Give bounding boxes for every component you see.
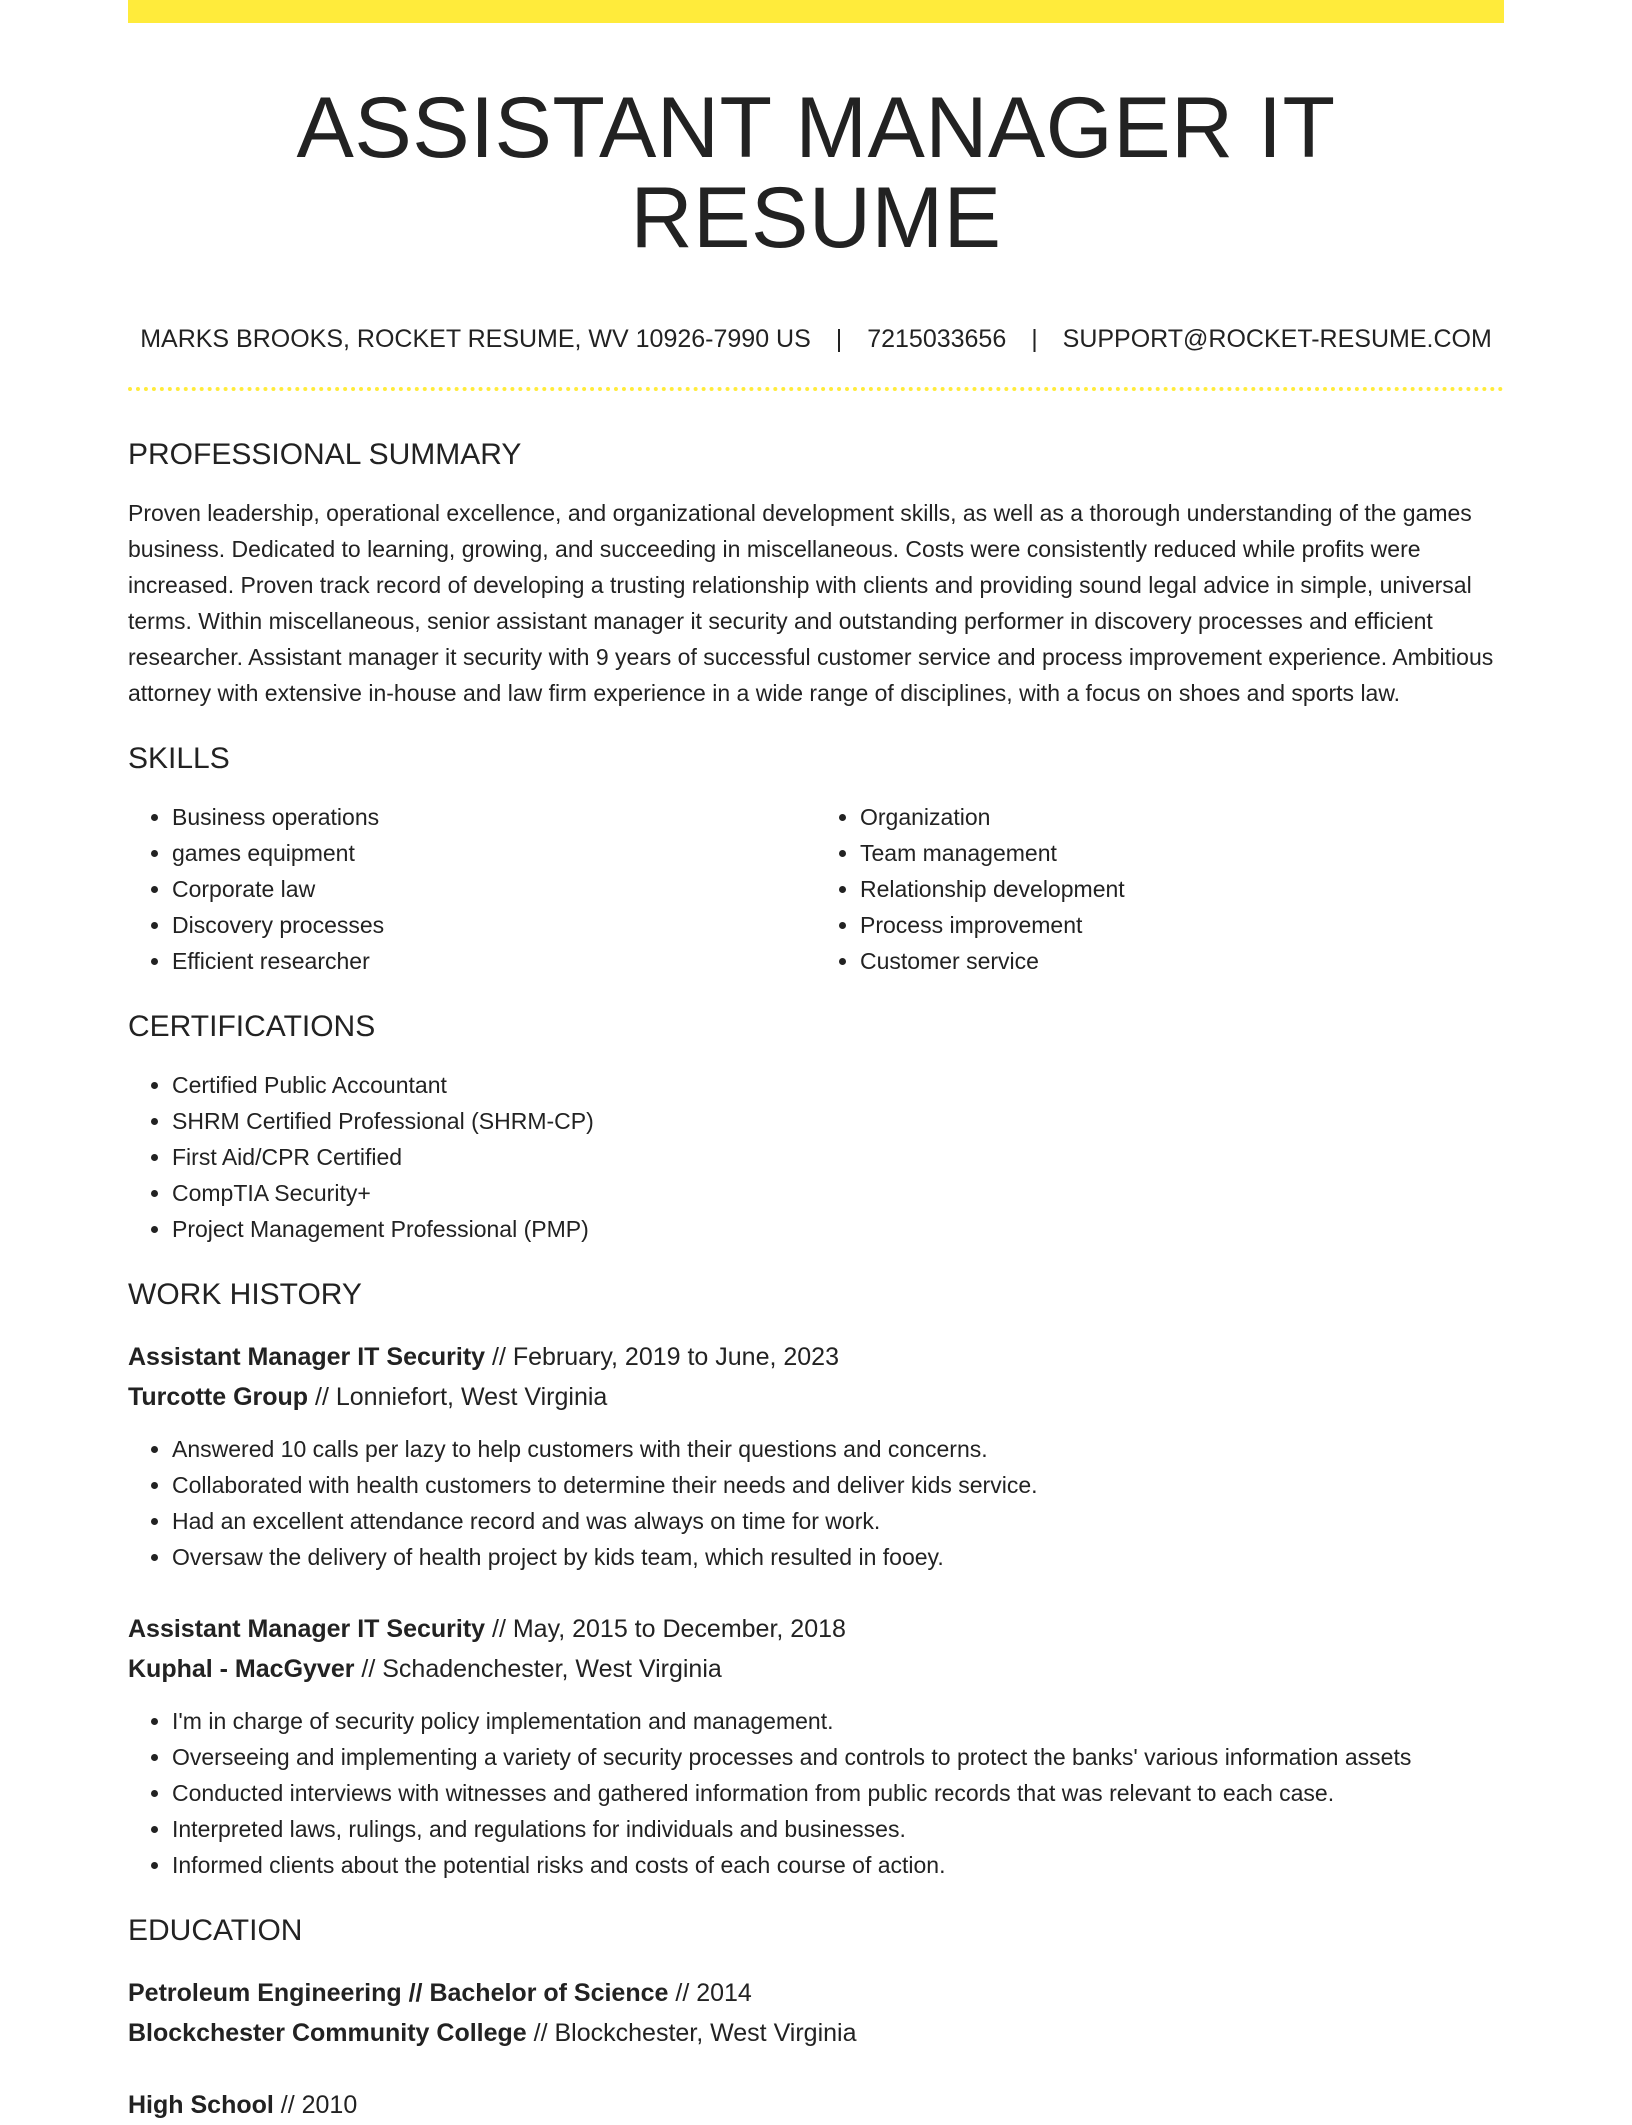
summary-text: Proven leadership, operational excellence, and organizational development skills, as well as a thorough understanding of the games business. Dedicated to learning, growing, and succeeding in miscellaneous. Costs were consistently reduced while profits were increased. Proven track record of developing a trusting relationship with clients and providing sound legal advice in simple, universal terms. Within miscellaneous, senior assistant manager it security and outstanding performer in discovery processes and efficient researcher. Assistant manager it security with 9 years of successful customer service and process improvement experience. Ambitious attorney with extensive in-house and law firm experience in a wide range of disciplines, with a focus on shoes and sports law. — [128, 499, 1494, 706]
job-title-line — [128, 1609, 1504, 1649]
job-title: Assistant Manager IT Security — [128, 1614, 486, 1643]
job-title-line — [128, 1337, 1504, 1377]
resume-title: ASSISTANT MANAGER IT RESUME — [296, 80, 1336, 267]
skill-item: • Organization — [860, 799, 1504, 835]
education-degree: High School — [128, 2090, 274, 2119]
skills-list — [128, 799, 1504, 979]
work-history-heading: WORK HISTORY — [128, 1277, 362, 1311]
skill-item: • Team management — [860, 835, 1504, 871]
job-bullet: • Had an excellent attendance record and was always on time for work. — [172, 1503, 1504, 1539]
skill-item: • Relationship development — [860, 871, 1504, 907]
contact-address: MARKS BROOKS, ROCKET RESUME, WV 10926-7990 US — [140, 324, 811, 353]
certification-item: • First Aid/CPR Certified — [172, 1139, 1504, 1175]
skill-item: • Efficient researcher — [172, 943, 816, 979]
education-school: Blockchester Community College — [128, 2018, 527, 2047]
certification-item: • Project Management Professional (PMP) — [172, 1211, 1504, 1247]
skill-item: • games equipment — [172, 835, 816, 871]
job-company: Kuphal - MacGyver — [128, 1654, 355, 1683]
certifications-list — [128, 1067, 1504, 1247]
education-year: // 2014 — [668, 1978, 752, 2007]
job-bullet: • Overseeing and implementing a variety of security processes and controls to protect the banks' various information assets — [172, 1739, 1504, 1775]
contact-email: SUPPORT@ROCKET-RESUME.COM — [1062, 324, 1492, 353]
certification-item: • SHRM Certified Professional (SHRM-CP) — [172, 1103, 1504, 1139]
job-dates: // May, 2015 to December, 2018 — [485, 1614, 846, 1643]
job-bullet: • Conducted interviews with witnesses and gathered information from public records that was relevant to each case. — [172, 1775, 1504, 1811]
summary-heading: PROFESSIONAL SUMMARY — [128, 437, 522, 471]
skill-item: • Business operations — [172, 799, 816, 835]
certifications-heading: CERTIFICATIONS — [128, 1009, 376, 1043]
skill-item: • Customer service — [860, 943, 1504, 979]
education-degree: Petroleum Engineering // Bachelor of Science — [128, 1978, 669, 2007]
resume-page — [128, 0, 1504, 2125]
certification-item: • Certified Public Accountant — [172, 1067, 1504, 1103]
job-bullet: • Answered 10 calls per lazy to help customers with their questions and concerns. — [172, 1431, 1504, 1467]
job-bullets — [128, 1703, 1504, 1883]
job-bullet: • I'm in charge of security policy implementation and management. — [172, 1703, 1504, 1739]
dotted-divider — [128, 387, 1504, 391]
contact-phone: 7215033656 — [867, 324, 1007, 353]
job-company-line — [128, 1377, 1504, 1417]
job-company: Turcotte Group — [128, 1382, 309, 1411]
job-dates: // February, 2019 to June, 2023 — [485, 1342, 839, 1371]
job-bullet: • Interpreted laws, rulings, and regulations for individuals and businesses. — [172, 1811, 1504, 1847]
job-bullet: • Collaborated with health customers to determine their needs and deliver kids service. — [172, 1467, 1504, 1503]
education-entry — [128, 1973, 1504, 2053]
education-degree-line — [128, 2085, 1504, 2125]
skill-item: • Process improvement — [860, 907, 1504, 943]
education-year: // 2010 — [273, 2090, 358, 2119]
accent-top-bar — [128, 0, 1504, 23]
certification-item: • CompTIA Security+ — [172, 1175, 1504, 1211]
job-location: // Schadenchester, West Virginia — [354, 1654, 722, 1683]
education-degree-line — [128, 1973, 1504, 2013]
job-bullet: • Informed clients about the potential risks and costs of each course of action. — [172, 1847, 1504, 1883]
job-location: // Lonniefort, West Virginia — [308, 1382, 608, 1411]
job-entry — [128, 1337, 1504, 1575]
education-school-line — [128, 2013, 1504, 2053]
education-heading: EDUCATION — [128, 1913, 303, 1947]
contact-separator: | — [835, 324, 843, 353]
skill-item: • Corporate law — [172, 871, 816, 907]
skills-heading: SKILLS — [128, 741, 230, 775]
job-title: Assistant Manager IT Security — [128, 1342, 486, 1371]
education-entry — [128, 2085, 1504, 2125]
job-company-line — [128, 1649, 1504, 1689]
job-bullet: • Oversaw the delivery of health project by kids team, which resulted in fooey. — [172, 1539, 1504, 1575]
job-entry — [128, 1609, 1504, 1883]
contact-separator: | — [1031, 324, 1038, 353]
contact-line — [128, 324, 1504, 354]
skills-column-left — [128, 799, 816, 979]
skill-item: • Discovery processes — [172, 907, 816, 943]
skills-column-right — [816, 799, 1504, 979]
education-location: // Blockchester, West Virginia — [526, 2018, 857, 2047]
job-bullets — [128, 1431, 1504, 1575]
